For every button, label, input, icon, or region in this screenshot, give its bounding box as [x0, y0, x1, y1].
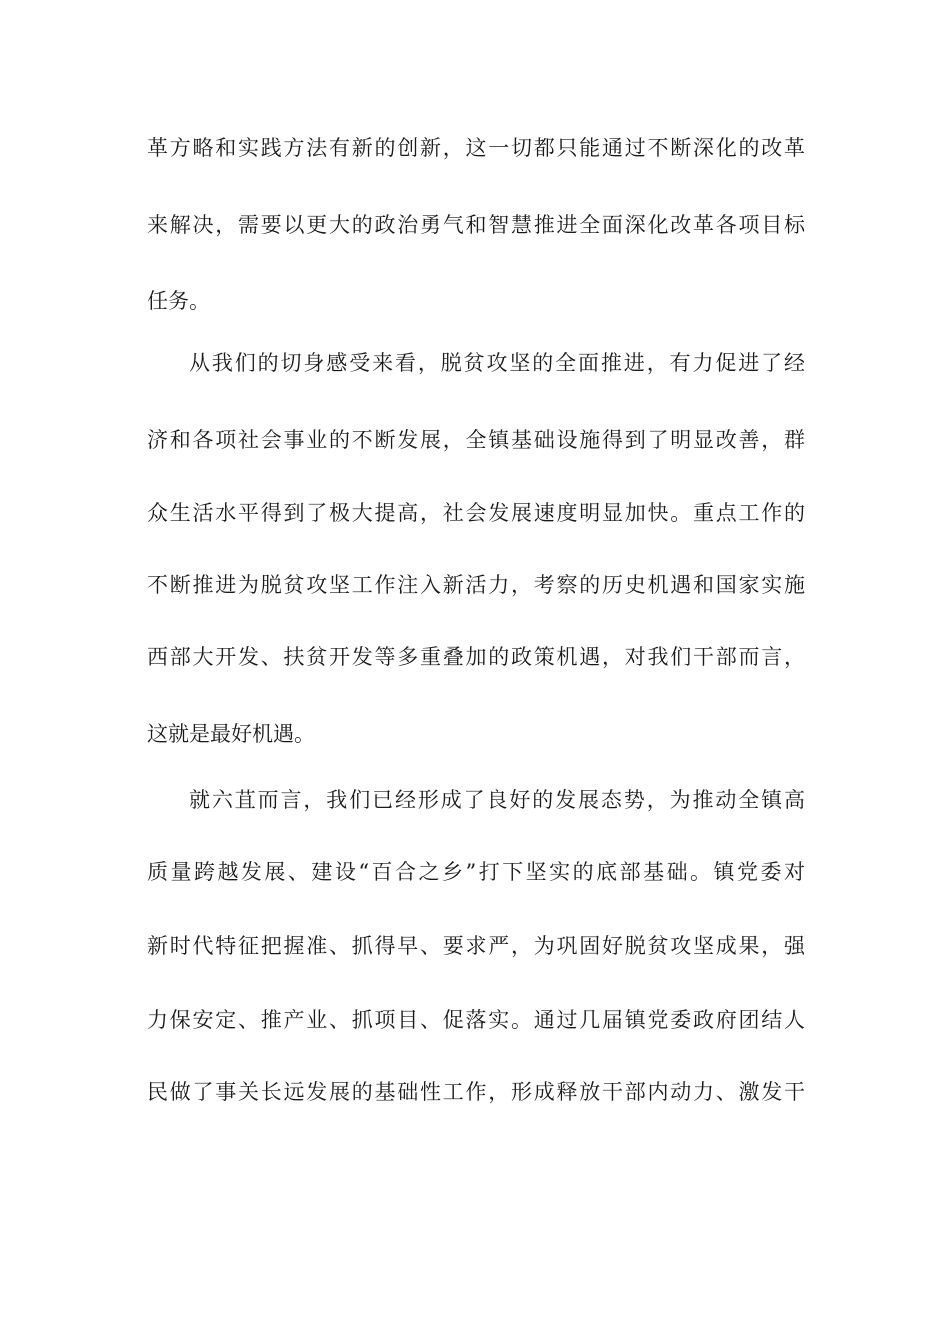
- text-line: 任务。: [147, 289, 210, 313]
- text-line: 新时代特征把握准、抓得早、要求严，为巩固好脱贫攻坚成果，强: [147, 934, 805, 958]
- text-line: 从我们的切身感受来看，脱贫攻坚的全面推进，有力促进了经: [189, 351, 805, 375]
- text-line: 力保安定、推产业、抓项目、促落实。通过几届镇党委政府团结人: [147, 1008, 805, 1032]
- text-line: 来解决，需要以更大的政治勇气和智慧推进全面深化改革各项目标: [147, 213, 805, 237]
- text-line: 众生活水平得到了极大提高，社会发展速度明显加快。重点工作的: [147, 501, 805, 525]
- text-line: 这就是最好机遇。: [147, 722, 315, 746]
- text-line: 就六苴而言，我们已经形成了良好的发展态势，为推动全镇高: [189, 788, 805, 812]
- text-line: 济和各项社会事业的不断发展，全镇基础设施得到了明显改善，群: [147, 428, 805, 452]
- text-line: 革方略和实践方法有新的创新，这一切都只能通过不断深化的改革: [147, 136, 805, 160]
- text-line: 民做了事关长远发展的基础性工作，形成释放干部内动力、激发干: [147, 1080, 805, 1104]
- text-line: 质量跨越发展、建设“百合之乡”打下坚实的底部基础。镇党委对: [147, 860, 805, 884]
- text-line: 不断推进为脱贫攻坚工作注入新活力，考察的历史机遇和国家实施: [147, 573, 805, 597]
- text-line: 西部大开发、扶贫开发等多重叠加的政策机遇，对我们干部而言，: [147, 645, 805, 669]
